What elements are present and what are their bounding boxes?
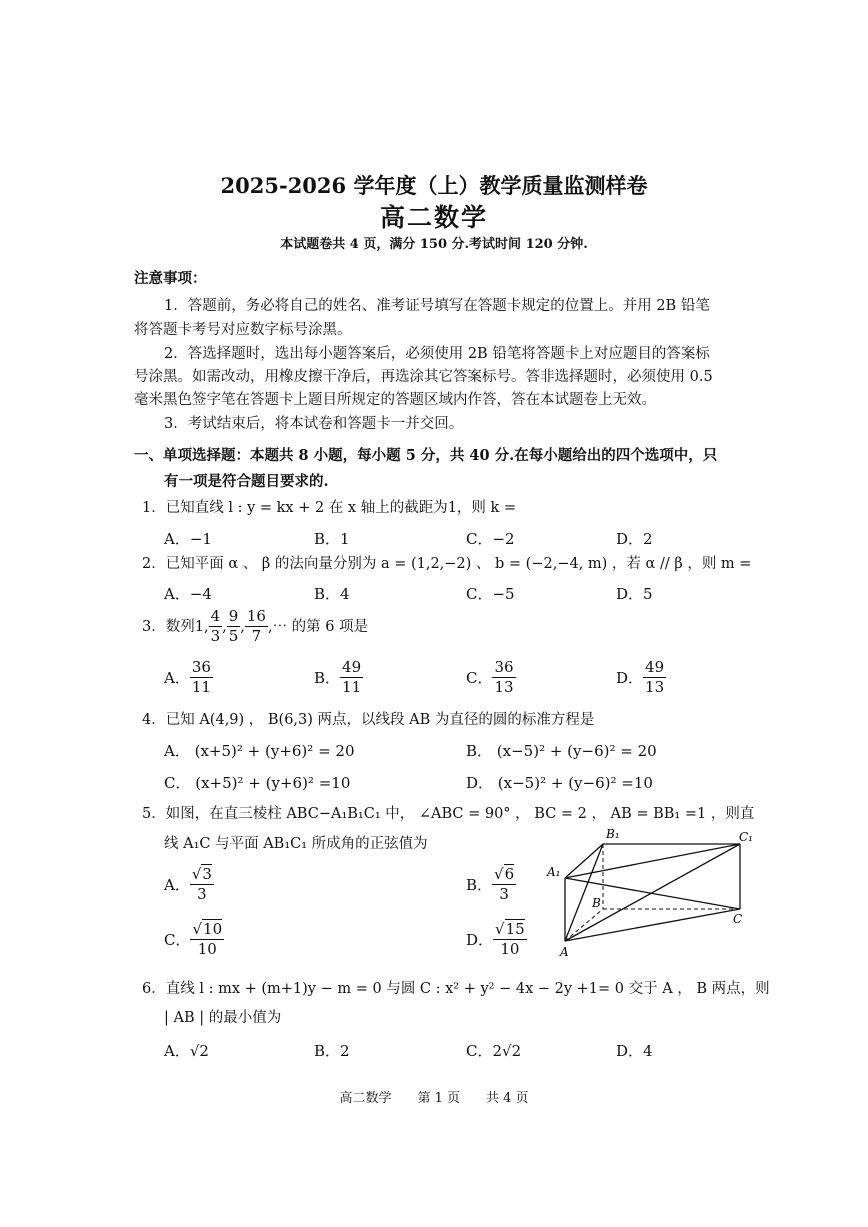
denominator: 11 bbox=[191, 678, 211, 696]
numerator bbox=[190, 867, 214, 885]
option-fraction bbox=[190, 867, 214, 902]
option-label: D． bbox=[616, 669, 644, 687]
line-a-b1 bbox=[565, 844, 603, 941]
question-4-stem: 4．已知 A(4,9) ， B(6,3) 两点，以线段 AB 为直径的圆的标准方程是 bbox=[142, 712, 595, 728]
q5-option-a bbox=[164, 867, 214, 902]
q4-option-b: B． (x−5)² + (y−6)² = 20 bbox=[466, 742, 657, 760]
denominator: 10 bbox=[500, 940, 520, 958]
numerator bbox=[492, 867, 516, 885]
option-fraction bbox=[492, 660, 515, 695]
radicand: 15 bbox=[505, 920, 525, 938]
sqrt-symbol: √ bbox=[192, 920, 203, 938]
option-label: C． bbox=[164, 931, 191, 949]
q1-option-b: B．1 bbox=[314, 530, 350, 548]
option-label: B． bbox=[314, 669, 341, 687]
footer-subject: 高二数学 bbox=[339, 1091, 392, 1106]
sqrt-symbol: √ bbox=[494, 865, 504, 883]
q1-option-c: C．−2 bbox=[466, 530, 515, 548]
q1-option-d: D．2 bbox=[616, 530, 653, 548]
section-heading: 一、单项选择题：本题共 8 小题，每小题 5 分，共 40 分.在每小题给出的四个选项中，只 bbox=[134, 447, 718, 464]
option-fraction bbox=[190, 922, 224, 957]
q5-option-b bbox=[466, 867, 516, 902]
numerator: 16 bbox=[246, 607, 266, 625]
denominator: 11 bbox=[342, 678, 362, 696]
question-2-stem: 2．已知平面 α 、 β 的法向量分别为 a = (1,2,−2) 、 b = (−2,−4, m) ，若 α // β ，则 m = bbox=[142, 556, 752, 572]
notice-line: 1．答题前，务必将自己的姓名、准考证号填写在答题卡规定的位置上。并用 2B 铅笔 bbox=[164, 298, 710, 314]
option-fraction bbox=[493, 922, 527, 957]
option-fraction bbox=[492, 867, 516, 902]
notice-line: 3．考试结束后，将本试卷和答题卡一并交回。 bbox=[164, 416, 464, 432]
option-label: D． bbox=[466, 931, 494, 949]
denominator: 7 bbox=[251, 627, 262, 645]
prism-figure bbox=[540, 820, 770, 965]
denominator: 3 bbox=[197, 885, 207, 903]
option-label: C． bbox=[466, 669, 493, 687]
q4-option-d: D． (x−5)² + (y−6)² =10 bbox=[466, 774, 653, 792]
section-heading-cont: 有一项是符合题目要求的. bbox=[164, 473, 329, 490]
q3-stem-suffix: ,⋯ 的第 6 项是 bbox=[267, 618, 369, 635]
numerator: 4 bbox=[210, 607, 221, 625]
denominator: 3 bbox=[499, 885, 509, 903]
edge-a1-b1 bbox=[565, 844, 603, 878]
numerator: 36 bbox=[191, 658, 211, 676]
label-a1: A₁ bbox=[547, 865, 561, 879]
numerator bbox=[493, 922, 527, 940]
denominator: 3 bbox=[210, 627, 221, 645]
subject-title: 高二数学 bbox=[379, 203, 488, 232]
label-a: A bbox=[560, 945, 569, 959]
notice-line: 毫米黑色签字笔在答题卡上题目所规定的答题区域内作答，答在本试题卷上无效。 bbox=[134, 392, 656, 408]
footer-page-number: 第 1 页 bbox=[417, 1091, 460, 1106]
notice-heading: 注意事项： bbox=[134, 270, 207, 287]
q5-option-c bbox=[164, 922, 224, 957]
notice-line: 将答题卡考号对应数字标号涂黑。 bbox=[134, 322, 352, 338]
question-5-stem: 5．如图，在直三棱柱 ABC−A₁B₁C₁ 中， ∠ABC = 90° ， BC = 2 ， AB = BB₁ =1 ，则直 bbox=[142, 806, 755, 822]
q3-option-d bbox=[616, 660, 666, 695]
q3-term-1 bbox=[209, 609, 223, 644]
label-c1: C₁ bbox=[739, 830, 753, 844]
numerator: 36 bbox=[494, 658, 514, 676]
denominator: 5 bbox=[228, 627, 239, 645]
option-fraction bbox=[643, 660, 666, 695]
comma: , bbox=[240, 618, 245, 635]
option-fraction bbox=[190, 660, 213, 695]
q6-option-c: C．2√2 bbox=[466, 1042, 522, 1060]
notice-line: 号涂黑。如需改动，用橡皮擦干净后，再选涂其它答案标号。答非选择题时，必须使用 0.5 bbox=[134, 369, 713, 385]
q2-option-c: C．−5 bbox=[466, 585, 515, 603]
option-label: B． bbox=[466, 876, 493, 894]
question-3-stem bbox=[142, 609, 368, 644]
radicand: 6 bbox=[504, 865, 515, 883]
option-label: A． bbox=[164, 876, 190, 894]
numerator: 49 bbox=[342, 658, 362, 676]
q3-term-2 bbox=[227, 609, 241, 644]
q6-option-a: A．√2 bbox=[164, 1042, 209, 1060]
q6-option-d: D．4 bbox=[616, 1042, 653, 1060]
radicand: 3 bbox=[202, 865, 212, 883]
label-b: B bbox=[592, 896, 601, 910]
footer-total-pages: 共 4 页 bbox=[486, 1091, 529, 1106]
option-label: A． bbox=[164, 669, 190, 687]
option-fraction bbox=[340, 660, 363, 695]
q3-term-3 bbox=[245, 609, 268, 644]
question-1-stem: 1．已知直线 l : y = kx + 2 在 x 轴上的截距为1，则 k = bbox=[142, 500, 517, 516]
q3-option-b bbox=[314, 660, 363, 695]
edge-a-c bbox=[565, 909, 743, 941]
q5-option-d bbox=[466, 922, 527, 957]
question-5-stem-cont: 线 A₁C 与平面 AB₁C₁ 所成角的正弦值为 bbox=[164, 836, 428, 852]
q1-option-a: A．−1 bbox=[164, 530, 212, 548]
denominator: 13 bbox=[494, 678, 514, 696]
page-footer bbox=[0, 1087, 868, 1106]
sqrt-symbol: √ bbox=[495, 920, 505, 938]
notice-line: 2．答选择题时，选出每小题答案后，必须使用 2B 铅笔将答题卡上对应题目的答案标 bbox=[164, 346, 710, 362]
numerator: 49 bbox=[645, 658, 665, 676]
q3-option-c bbox=[466, 660, 516, 695]
denominator: 13 bbox=[645, 678, 665, 696]
line-a-c1 bbox=[565, 844, 743, 941]
label-b1: B₁ bbox=[606, 827, 620, 841]
numerator: 9 bbox=[228, 607, 239, 625]
question-6-stem-cont: | AB | 的最小值为 bbox=[164, 1010, 282, 1026]
q4-option-a: A． (x+5)² + (y+6)² = 20 bbox=[164, 742, 355, 760]
radicand: 10 bbox=[203, 920, 223, 938]
sqrt-symbol: √ bbox=[191, 865, 202, 883]
numerator bbox=[190, 922, 224, 940]
q4-option-c: C． (x+5)² + (y+6)² =10 bbox=[164, 774, 351, 792]
q2-option-d: D．5 bbox=[616, 585, 653, 603]
denominator: 10 bbox=[197, 940, 217, 958]
exam-title: 2025-2026 学年度（上）教学质量监测样卷 bbox=[220, 173, 648, 198]
q3-stem-prefix: 3．数列1, bbox=[142, 618, 209, 635]
q2-option-b: B．4 bbox=[314, 585, 350, 603]
q2-option-a: A．−4 bbox=[164, 585, 212, 603]
exam-info: 本试题卷共 4 页，满分 150 分.考试时间 120 分钟. bbox=[280, 237, 588, 252]
comma: , bbox=[222, 618, 227, 635]
q3-option-a bbox=[164, 660, 213, 695]
label-c: C bbox=[733, 912, 743, 926]
q6-option-b: B．2 bbox=[314, 1042, 350, 1060]
question-6-stem: 6．直线 l : mx + (m+1)y − m = 0 与圆 C : x² + y² − 4x − 2y +1= 0 交于 A ， B 两点，则 bbox=[142, 981, 770, 997]
